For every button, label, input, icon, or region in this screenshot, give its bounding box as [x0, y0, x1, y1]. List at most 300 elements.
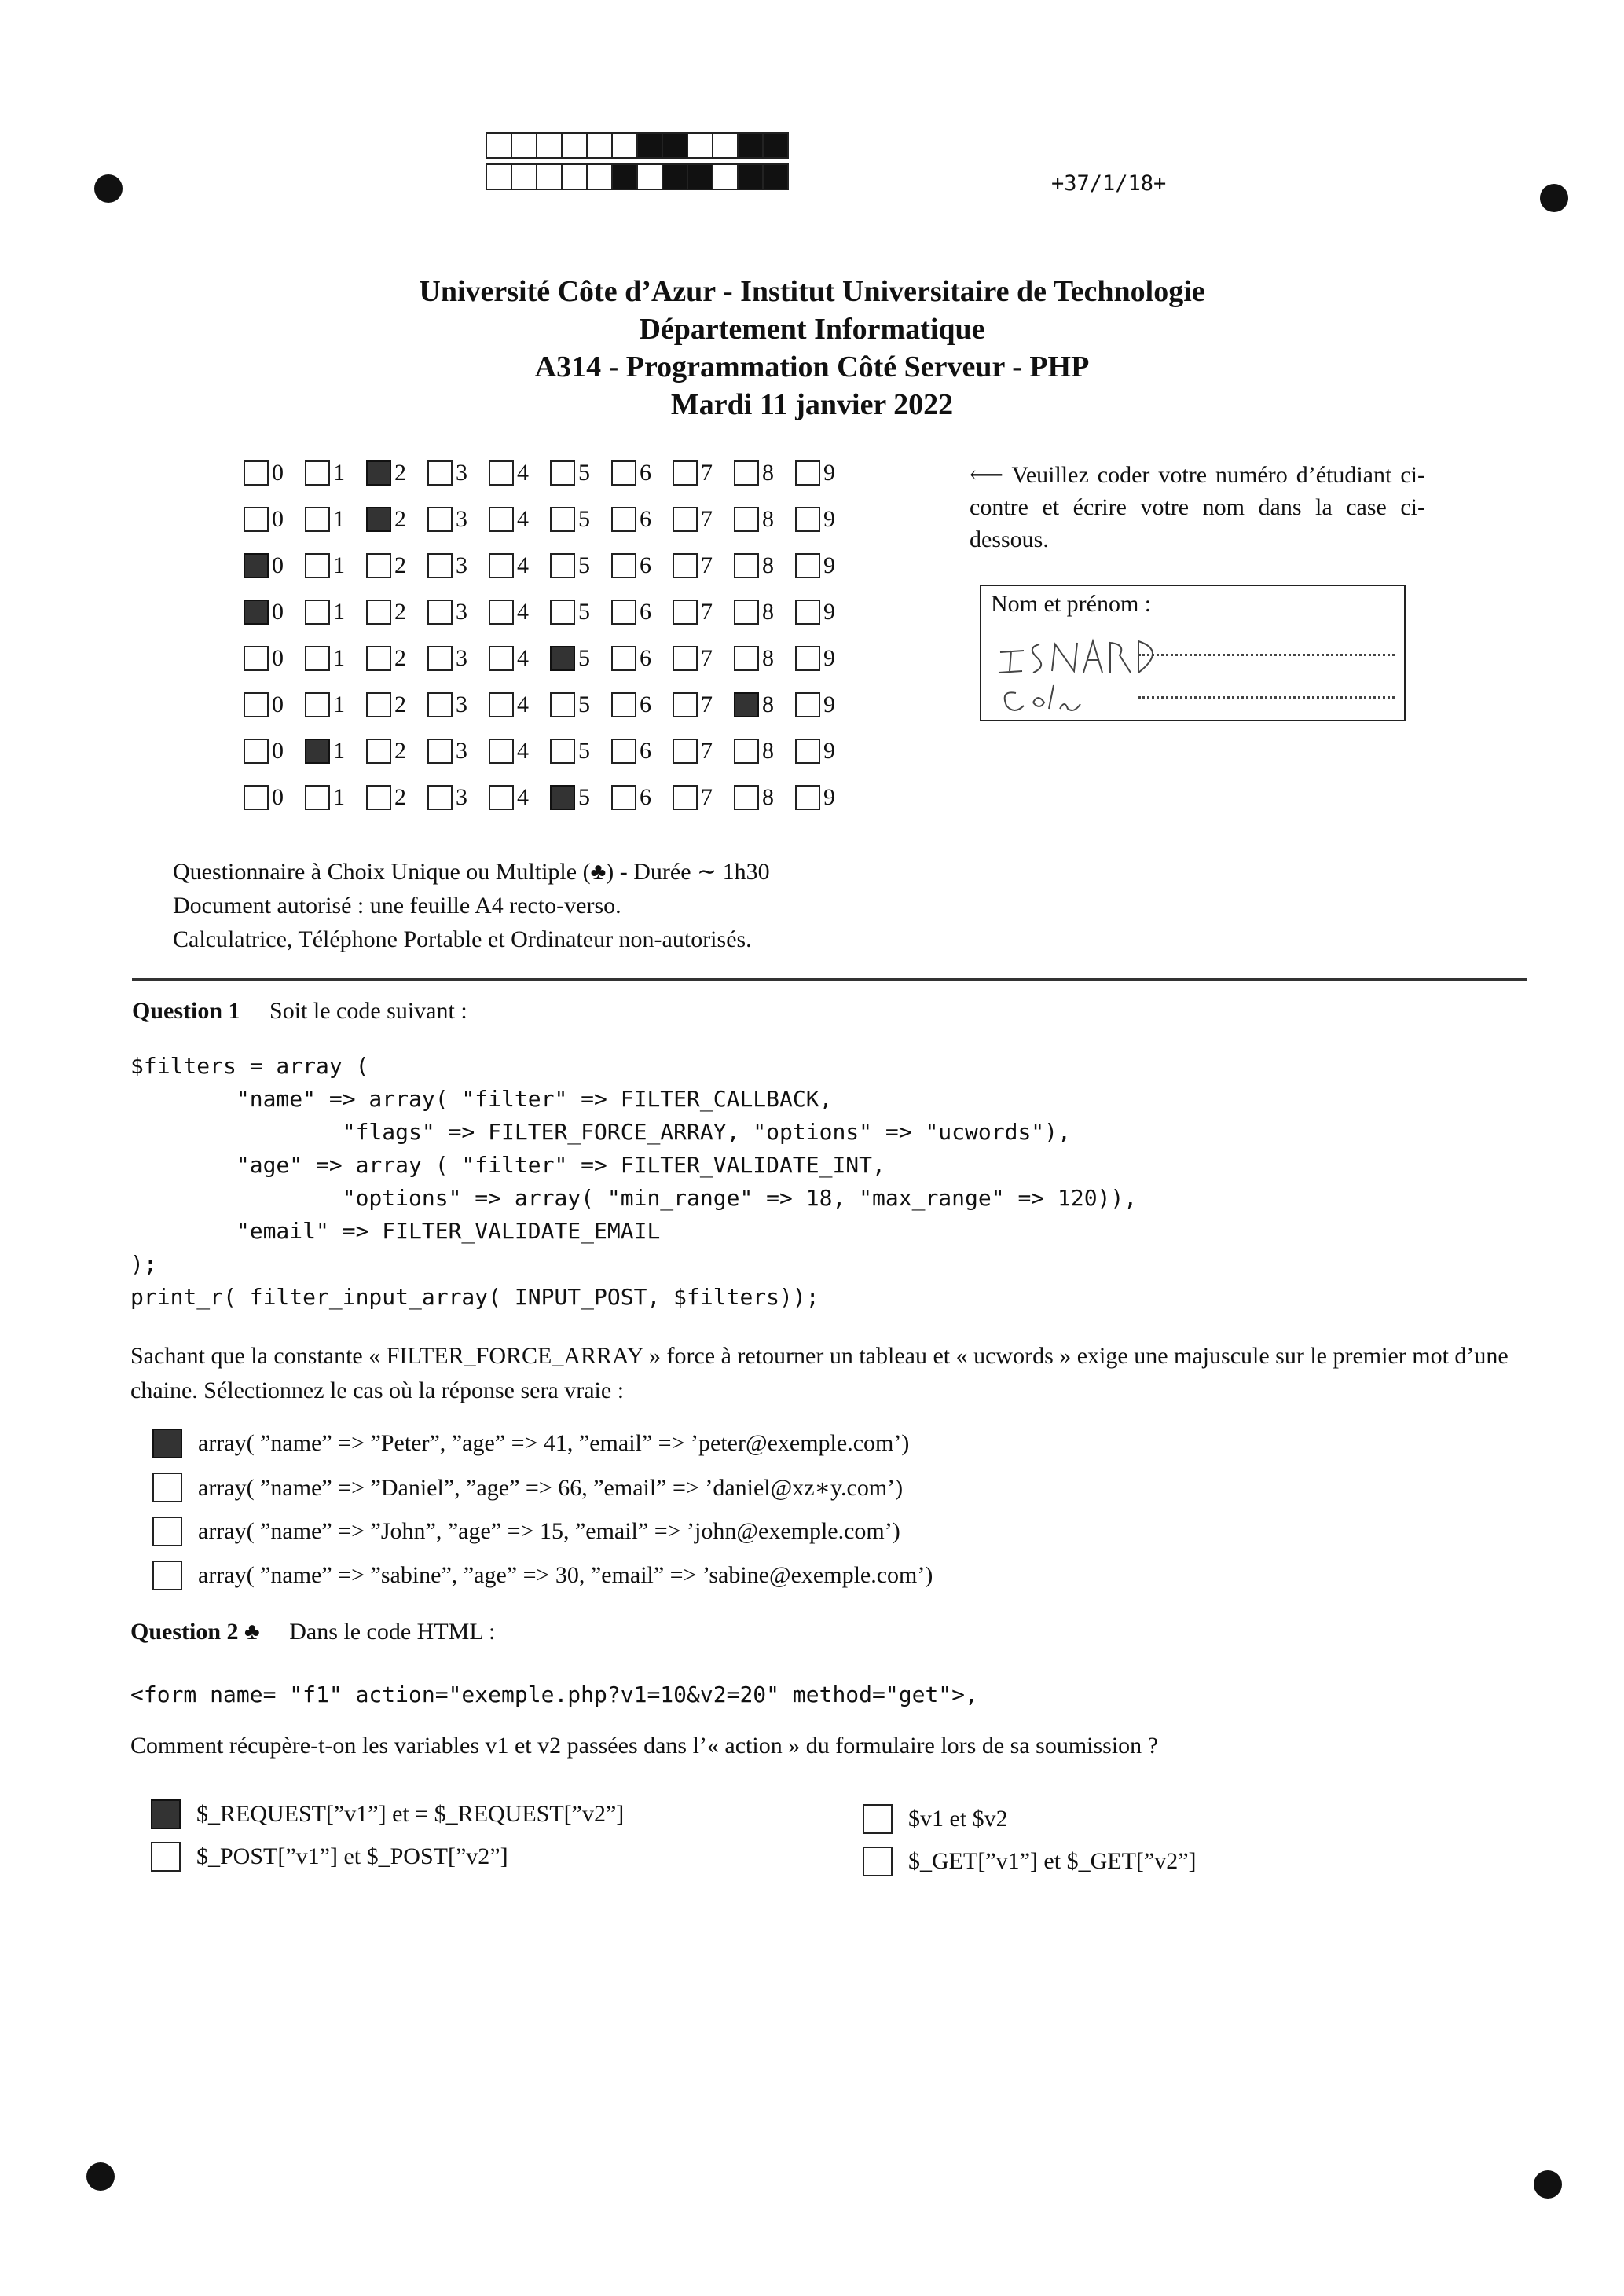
- id-digit-cell[interactable]: [489, 599, 550, 625]
- id-digit-cell[interactable]: [734, 645, 795, 672]
- id-checkbox[interactable]: [611, 507, 636, 532]
- id-checkbox[interactable]: [795, 460, 820, 486]
- id-digit-label: 4: [517, 505, 529, 532]
- id-digit-label: 0: [272, 737, 284, 764]
- id-checkbox[interactable]: [305, 646, 330, 671]
- id-digit-cell[interactable]: [611, 691, 673, 718]
- student-id-grid[interactable]: [244, 449, 856, 820]
- id-checkbox[interactable]: [611, 785, 636, 810]
- id-checkbox[interactable]: [795, 553, 820, 578]
- id-digit-label: 9: [823, 552, 835, 578]
- id-digit-label: 9: [823, 598, 835, 625]
- id-checkbox[interactable]: [550, 785, 575, 810]
- id-digit-label: 0: [272, 783, 284, 810]
- barcode-bottom-row: [486, 163, 787, 190]
- id-checkbox[interactable]: [795, 739, 820, 764]
- question1-option-checkbox[interactable]: [152, 1473, 182, 1502]
- id-digit-cell[interactable]: [611, 460, 673, 486]
- id-digit-cell[interactable]: [489, 691, 550, 718]
- id-digit-cell[interactable]: [795, 460, 856, 486]
- question2-option-checkbox[interactable]: [151, 1842, 181, 1872]
- id-checkbox[interactable]: [427, 785, 453, 810]
- id-checkbox[interactable]: [427, 507, 453, 532]
- id-digit-cell[interactable]: [305, 645, 366, 672]
- id-checkbox[interactable]: [673, 553, 698, 578]
- id-digit-cell[interactable]: [795, 506, 856, 533]
- id-checkbox[interactable]: [427, 692, 453, 717]
- id-digit-label: 1: [333, 505, 345, 532]
- id-checkbox[interactable]: [305, 460, 330, 486]
- id-digit-cell[interactable]: [550, 460, 611, 486]
- id-digit-cell[interactable]: [305, 784, 366, 811]
- question1-option[interactable]: [152, 1517, 900, 1546]
- question1-option[interactable]: [152, 1429, 909, 1458]
- id-digit-cell[interactable]: [427, 691, 489, 718]
- id-digit-label: 8: [762, 737, 774, 764]
- id-digit-label: 9: [823, 691, 835, 717]
- id-digit-label: 1: [333, 552, 345, 578]
- id-digit-label: 5: [578, 459, 590, 486]
- id-digit-cell[interactable]: [244, 460, 305, 486]
- id-checkbox[interactable]: [673, 785, 698, 810]
- id-checkbox[interactable]: [366, 646, 391, 671]
- id-checkbox[interactable]: [550, 646, 575, 671]
- barcode-cell: [687, 163, 713, 190]
- id-digit-row: [244, 496, 856, 542]
- id-checkbox[interactable]: [427, 739, 453, 764]
- id-digit-label: 2: [394, 552, 406, 578]
- id-digit-cell[interactable]: [550, 599, 611, 625]
- id-checkbox[interactable]: [244, 507, 269, 532]
- id-checkbox[interactable]: [244, 600, 269, 625]
- id-digit-cell[interactable]: [734, 738, 795, 765]
- id-digit-row: [244, 589, 856, 635]
- id-checkbox[interactable]: [673, 600, 698, 625]
- question1-intro: Soit le code suivant :: [269, 998, 467, 1024]
- id-checkbox[interactable]: [489, 507, 514, 532]
- name-label: Nom et prénom :: [991, 591, 1152, 617]
- id-checkbox[interactable]: [734, 692, 759, 717]
- id-digit-cell[interactable]: [550, 645, 611, 672]
- id-digit-label: 5: [578, 598, 590, 625]
- id-digit-cell[interactable]: [550, 738, 611, 765]
- id-checkbox[interactable]: [305, 739, 330, 764]
- barcode-cell: [636, 163, 663, 190]
- id-digit-label: 2: [394, 598, 406, 625]
- id-digit-label: 2: [394, 644, 406, 671]
- question2-option-checkbox[interactable]: [863, 1804, 893, 1834]
- id-checkbox[interactable]: [366, 600, 391, 625]
- id-digit-cell[interactable]: [673, 784, 734, 811]
- question2-explanation: Comment récupère-t-on les variables v1 et v2 passées dans l’« action » du formulaire lors de sa soumission ?: [130, 1733, 1158, 1759]
- id-digit-cell[interactable]: [366, 506, 427, 533]
- question2-intro: Dans le code HTML :: [289, 1619, 496, 1645]
- id-digit-cell[interactable]: [673, 460, 734, 486]
- id-digit-cell[interactable]: [550, 506, 611, 533]
- id-checkbox[interactable]: [611, 739, 636, 764]
- id-digit-cell[interactable]: [427, 460, 489, 486]
- id-checkbox[interactable]: [550, 553, 575, 578]
- question2-option[interactable]: [863, 1847, 1197, 1876]
- question2-option-text: $v1 et $v2: [908, 1806, 1008, 1832]
- id-checkbox[interactable]: [734, 646, 759, 671]
- id-digit-label: 9: [823, 459, 835, 486]
- id-checkbox[interactable]: [795, 692, 820, 717]
- id-digit-label: 6: [640, 552, 651, 578]
- question1-option[interactable]: [152, 1561, 933, 1590]
- id-digit-cell[interactable]: [366, 460, 427, 486]
- barcode-cell: [712, 132, 739, 159]
- id-digit-cell[interactable]: [244, 738, 305, 765]
- id-checkbox[interactable]: [795, 600, 820, 625]
- id-checkbox[interactable]: [244, 692, 269, 717]
- separator: [132, 978, 1527, 981]
- id-checkbox[interactable]: [673, 507, 698, 532]
- id-digit-cell[interactable]: [734, 784, 795, 811]
- question1-title: [132, 998, 467, 1025]
- id-digit-cell[interactable]: [795, 784, 856, 811]
- id-digit-label: 7: [701, 737, 713, 764]
- id-checkbox[interactable]: [611, 553, 636, 578]
- id-digit-cell[interactable]: [673, 552, 734, 579]
- id-checkbox[interactable]: [305, 692, 330, 717]
- id-digit-label: 6: [640, 505, 651, 532]
- id-digit-label: 8: [762, 552, 774, 578]
- barcode-cell: [662, 163, 688, 190]
- id-digit-label: 2: [394, 737, 406, 764]
- id-digit-cell[interactable]: [366, 784, 427, 811]
- question2-option[interactable]: [863, 1804, 1008, 1834]
- id-digit-cell[interactable]: [427, 738, 489, 765]
- question2-label: Question 2 ♣: [130, 1619, 260, 1645]
- id-digit-label: 4: [517, 644, 529, 671]
- id-checkbox[interactable]: [611, 646, 636, 671]
- id-digit-label: 0: [272, 644, 284, 671]
- header-department: Département Informatique: [639, 313, 985, 346]
- question1-option-text: array( ”name” => ”Daniel”, ”age” => 66, ”email” => ’daniel@xz∗y.com’): [198, 1474, 904, 1501]
- id-checkbox[interactable]: [550, 507, 575, 532]
- barcode-top-row: [486, 132, 787, 159]
- id-digit-cell[interactable]: [489, 645, 550, 672]
- id-digit-label: 6: [640, 737, 651, 764]
- id-digit-label: 6: [640, 691, 651, 717]
- id-digit-cell[interactable]: [244, 599, 305, 625]
- barcode-cell: [586, 163, 613, 190]
- question2-option-checkbox[interactable]: [151, 1799, 181, 1829]
- id-digit-cell[interactable]: [366, 738, 427, 765]
- id-digit-label: 5: [578, 644, 590, 671]
- id-checkbox[interactable]: [244, 785, 269, 810]
- barcode-cell: [486, 163, 512, 190]
- id-checkbox[interactable]: [489, 553, 514, 578]
- rules-line-2: Document autorisé : une feuille A4 recto-verso.: [173, 893, 621, 919]
- id-digit-label: 3: [456, 459, 467, 486]
- id-digit-cell[interactable]: [673, 506, 734, 533]
- id-checkbox[interactable]: [550, 460, 575, 486]
- id-checkbox[interactable]: [734, 553, 759, 578]
- id-checkbox[interactable]: [305, 600, 330, 625]
- id-digit-label: 5: [578, 737, 590, 764]
- id-checkbox[interactable]: [550, 692, 575, 717]
- id-digit-cell[interactable]: [611, 599, 673, 625]
- id-checkbox[interactable]: [366, 507, 391, 532]
- question1-option-text: array( ”name” => ”Peter”, ”age” => 41, ”email” => ’peter@exemple.com’): [198, 1430, 910, 1456]
- barcode-cell: [762, 132, 789, 159]
- id-checkbox[interactable]: [489, 460, 514, 486]
- id-checkbox[interactable]: [550, 600, 575, 625]
- id-checkbox[interactable]: [489, 692, 514, 717]
- id-digit-cell[interactable]: [734, 460, 795, 486]
- id-digit-cell[interactable]: [611, 552, 673, 579]
- barcode-cell: [611, 132, 638, 159]
- id-checkbox[interactable]: [366, 739, 391, 764]
- id-checkbox[interactable]: [427, 600, 453, 625]
- id-checkbox[interactable]: [244, 739, 269, 764]
- id-checkbox[interactable]: [305, 785, 330, 810]
- id-digit-label: 7: [701, 505, 713, 532]
- id-instructions: ⟵ Veuillez coder votre numéro d’étudiant ci-contre et écrire votre nom dans la case ci-dessous.: [970, 462, 1425, 552]
- id-checkbox[interactable]: [734, 600, 759, 625]
- id-checkbox[interactable]: [244, 646, 269, 671]
- id-checkbox[interactable]: [734, 460, 759, 486]
- id-digit-row: [244, 542, 856, 589]
- id-checkbox[interactable]: [489, 785, 514, 810]
- question2-option-text: $_REQUEST[”v1”] et = $_REQUEST[”v2”]: [196, 1801, 625, 1827]
- id-digit-cell[interactable]: [305, 691, 366, 718]
- id-digit-cell[interactable]: [611, 506, 673, 533]
- question2-code: <form name= "f1" action="exemple.php?v1=10&v2=20" method="get">,: [130, 1682, 978, 1707]
- id-digit-label: 8: [762, 644, 774, 671]
- id-digit-cell[interactable]: [611, 784, 673, 811]
- id-checkbox[interactable]: [611, 692, 636, 717]
- question1-option-checkbox[interactable]: [152, 1517, 182, 1546]
- id-digit-label: 9: [823, 505, 835, 532]
- question2-option-text: $_POST[”v1”] et $_POST[”v2”]: [196, 1843, 508, 1869]
- question1-option-checkbox[interactable]: [152, 1561, 182, 1590]
- id-checkbox[interactable]: [734, 785, 759, 810]
- id-digit-cell[interactable]: [673, 691, 734, 718]
- header-university: Université Côte d’Azur - Institut Universitaire de Technologie: [419, 275, 1205, 308]
- barcode-cell: [586, 132, 613, 159]
- barcode-cell: [737, 132, 764, 159]
- id-checkbox[interactable]: [427, 553, 453, 578]
- question1-option[interactable]: [152, 1473, 903, 1502]
- id-digit-label: 5: [578, 505, 590, 532]
- id-digit-label: 6: [640, 598, 651, 625]
- id-checkbox[interactable]: [673, 460, 698, 486]
- id-digit-cell[interactable]: [244, 552, 305, 579]
- id-digit-cell[interactable]: [795, 738, 856, 765]
- id-digit-cell[interactable]: [550, 552, 611, 579]
- id-digit-cell[interactable]: [366, 552, 427, 579]
- id-digit-label: 0: [272, 552, 284, 578]
- id-digit-row: [244, 449, 856, 496]
- id-checkbox[interactable]: [673, 692, 698, 717]
- id-digit-row: [244, 728, 856, 774]
- id-checkbox[interactable]: [366, 785, 391, 810]
- id-checkbox[interactable]: [489, 600, 514, 625]
- id-checkbox[interactable]: [550, 739, 575, 764]
- id-digit-label: 7: [701, 644, 713, 671]
- id-checkbox[interactable]: [611, 460, 636, 486]
- id-digit-cell[interactable]: [550, 784, 611, 811]
- id-digit-cell[interactable]: [366, 691, 427, 718]
- id-digit-cell[interactable]: [244, 784, 305, 811]
- id-digit-label: 0: [272, 691, 284, 717]
- question1-option-checkbox[interactable]: [152, 1429, 182, 1458]
- id-digit-label: 1: [333, 598, 345, 625]
- barcode-cell: [737, 163, 764, 190]
- id-checkbox[interactable]: [795, 646, 820, 671]
- registration-mark-bottom-left: [86, 2162, 115, 2191]
- id-digit-cell[interactable]: [427, 552, 489, 579]
- id-checkbox[interactable]: [795, 785, 820, 810]
- barcode-cell: [511, 132, 537, 159]
- id-digit-label: 9: [823, 737, 835, 764]
- id-digit-cell[interactable]: [489, 784, 550, 811]
- id-checkbox[interactable]: [427, 460, 453, 486]
- id-digit-cell[interactable]: [427, 599, 489, 625]
- id-digit-cell[interactable]: [489, 460, 550, 486]
- id-digit-label: 3: [456, 505, 467, 532]
- id-digit-cell[interactable]: [673, 599, 734, 625]
- id-digit-cell[interactable]: [795, 552, 856, 579]
- id-digit-label: 3: [456, 552, 467, 578]
- name-box[interactable]: [980, 585, 1406, 721]
- id-checkbox[interactable]: [366, 460, 391, 486]
- id-digit-cell[interactable]: [244, 506, 305, 533]
- id-digit-cell[interactable]: [244, 691, 305, 718]
- id-digit-label: 3: [456, 783, 467, 810]
- id-digit-cell[interactable]: [734, 552, 795, 579]
- question2-option-checkbox[interactable]: [863, 1847, 893, 1876]
- id-digit-label: 5: [578, 783, 590, 810]
- question1-explanation: Sachant que la constante « FILTER_FORCE_ARRAY » force à retourner un tableau et « ucwords » exige une majuscule sur le premier mot d’une chaine. Sélectionnez le cas où la réponse sera vraie :: [130, 1343, 1509, 1403]
- id-digit-label: 8: [762, 459, 774, 486]
- barcode-cell: [486, 132, 512, 159]
- id-digit-label: 1: [333, 737, 345, 764]
- id-digit-label: 1: [333, 691, 345, 717]
- id-digit-cell[interactable]: [489, 506, 550, 533]
- id-digit-label: 4: [517, 737, 529, 764]
- id-digit-label: 7: [701, 552, 713, 578]
- id-digit-label: 0: [272, 459, 284, 486]
- id-digit-cell[interactable]: [489, 738, 550, 765]
- question2-option[interactable]: [151, 1799, 624, 1829]
- id-digit-cell[interactable]: [611, 738, 673, 765]
- id-digit-label: 2: [394, 691, 406, 717]
- id-digit-cell[interactable]: [427, 645, 489, 672]
- header-date: Mardi 11 janvier 2022: [670, 388, 954, 421]
- id-checkbox[interactable]: [489, 739, 514, 764]
- id-digit-cell[interactable]: [795, 691, 856, 718]
- id-checkbox[interactable]: [305, 553, 330, 578]
- id-digit-label: 4: [517, 598, 529, 625]
- id-checkbox[interactable]: [305, 507, 330, 532]
- id-digit-cell[interactable]: [489, 552, 550, 579]
- id-digit-cell[interactable]: [673, 738, 734, 765]
- header-course: A314 - Programmation Côté Serveur - PHP: [534, 350, 1090, 383]
- id-digit-label: 9: [823, 783, 835, 810]
- id-digit-label: 9: [823, 644, 835, 671]
- question1-code: $filters = array ( "name" => array( "filter" => FILTER_CALLBACK, "flags" => FILTER_FORCE_ARRAY, "options" => "ucwords"), "age" => array ( "filter" => FILTER_VALIDATE_INT, "options" => array( "min_range" => 18, "max_range" => 120)), "email" => FILTER_VALIDATE_EMAIL ); print_r( filter_input_array( INPUT_POST, $filters));: [130, 1053, 1138, 1310]
- id-digit-label: 8: [762, 691, 774, 717]
- id-digit-cell[interactable]: [795, 645, 856, 672]
- id-digit-cell[interactable]: [734, 691, 795, 718]
- id-digit-cell[interactable]: [734, 599, 795, 625]
- id-digit-label: 5: [578, 552, 590, 578]
- id-checkbox[interactable]: [244, 460, 269, 486]
- question1-option-text: array( ”name” => ”sabine”, ”age” => 30, ”email” => ’sabine@exemple.com’): [198, 1562, 933, 1588]
- barcode-cell: [687, 132, 713, 159]
- id-digit-label: 3: [456, 644, 467, 671]
- barcode-cell: [536, 132, 563, 159]
- barcode-cell: [561, 163, 588, 190]
- id-digit-label: 1: [333, 459, 345, 486]
- id-digit-label: 2: [394, 459, 406, 486]
- id-digit-cell[interactable]: [366, 599, 427, 625]
- id-checkbox[interactable]: [673, 646, 698, 671]
- question1-label: Question 1: [132, 998, 240, 1024]
- id-digit-label: 8: [762, 505, 774, 532]
- id-digit-label: 1: [333, 644, 345, 671]
- id-digit-cell[interactable]: [305, 552, 366, 579]
- id-digit-cell[interactable]: [305, 738, 366, 765]
- id-digit-label: 2: [394, 783, 406, 810]
- id-digit-row: [244, 635, 856, 681]
- id-digit-cell[interactable]: [427, 784, 489, 811]
- id-checkbox[interactable]: [673, 739, 698, 764]
- id-digit-label: 0: [272, 505, 284, 532]
- id-digit-cell[interactable]: [611, 645, 673, 672]
- id-digit-cell[interactable]: [244, 645, 305, 672]
- id-checkbox[interactable]: [734, 507, 759, 532]
- id-checkbox[interactable]: [611, 600, 636, 625]
- id-digit-cell[interactable]: [673, 645, 734, 672]
- rules-line-1: Questionnaire à Choix Unique ou Multiple (♣) - Durée ∼ 1h30: [173, 859, 770, 885]
- id-checkbox[interactable]: [244, 553, 269, 578]
- id-digit-cell[interactable]: [305, 599, 366, 625]
- id-digit-label: 2: [394, 505, 406, 532]
- id-checkbox[interactable]: [366, 692, 391, 717]
- question2-option[interactable]: [151, 1842, 508, 1872]
- id-digit-label: 7: [701, 598, 713, 625]
- id-digit-label: 8: [762, 598, 774, 625]
- id-digit-cell[interactable]: [366, 645, 427, 672]
- registration-mark-top-left: [94, 174, 123, 203]
- id-digit-label: 7: [701, 459, 713, 486]
- id-digit-cell[interactable]: [795, 599, 856, 625]
- id-digit-cell[interactable]: [734, 506, 795, 533]
- id-digit-label: 1: [333, 783, 345, 810]
- id-checkbox[interactable]: [366, 553, 391, 578]
- id-checkbox[interactable]: [427, 646, 453, 671]
- registration-mark-bottom-right: [1534, 2170, 1562, 2199]
- copy-id: +37/1/18+: [1051, 171, 1167, 196]
- id-digit-cell[interactable]: [550, 691, 611, 718]
- barcode-cell: [712, 163, 739, 190]
- id-digit-cell[interactable]: [427, 506, 489, 533]
- id-digit-cell[interactable]: [305, 506, 366, 533]
- id-checkbox[interactable]: [489, 646, 514, 671]
- id-digit-label: 6: [640, 459, 651, 486]
- id-digit-label: 4: [517, 459, 529, 486]
- id-digit-cell[interactable]: [305, 460, 366, 486]
- id-digit-label: 7: [701, 783, 713, 810]
- exam-rules: [173, 855, 770, 956]
- id-checkbox[interactable]: [795, 507, 820, 532]
- id-checkbox[interactable]: [734, 739, 759, 764]
